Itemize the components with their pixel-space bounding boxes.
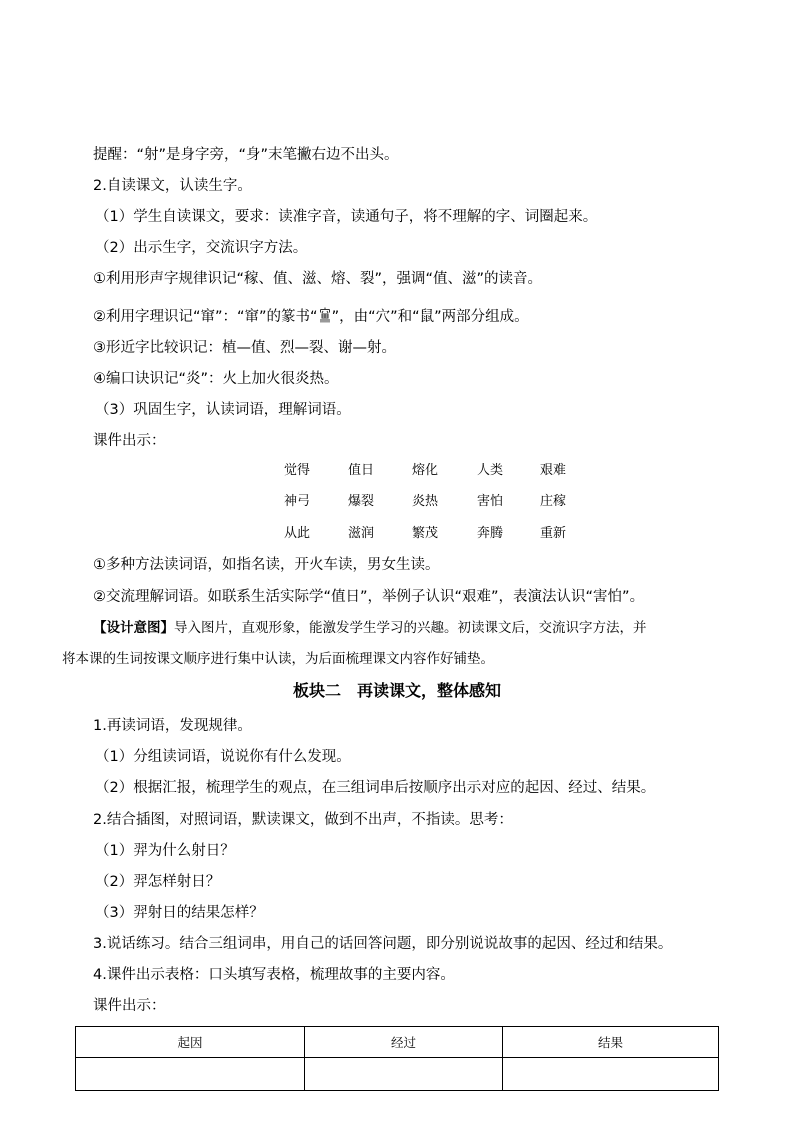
step-2-sub-1: （1）学生自读课文，要求：读准字音，读通句子，将不理解的字、词圈起来。: [95, 209, 598, 225]
seal-script-character-image: [319, 307, 331, 323]
step-2-sub-2: （2）出示生字，交流识字方法。: [95, 240, 308, 256]
section-2-point-3: 3.说话练习。结合三组词串，用自己的话回答问题，即分别说说故事的起因、经过和结果。: [93, 936, 673, 952]
table-cell-result[interactable]: [503, 1058, 719, 1091]
method-2-after: ”，由“穴”和“鼠”两部分组成。: [331, 309, 529, 325]
method-4: ④编口诀识记“炎”：火上加火很炎热。: [93, 371, 339, 387]
vocabulary-word: 繁茂: [412, 526, 439, 541]
question-1: （1）羿为什么射日？: [95, 843, 235, 859]
section-2-point-1: 1.再读词语，发现规律。: [93, 718, 252, 734]
method-1: ①利用形声字规律识记“稼、值、滋、熔、裂”，强调“值、滋”的读音。: [93, 271, 543, 287]
section-2-point-1b: （2）根据汇报，梳理学生的观点，在三组词串后按顺序出示对应的起因、经过、结果。: [95, 780, 656, 796]
reading-method-1: ①多种方法读词语，如指名读，开火车读，男女生读。: [93, 557, 440, 573]
vocabulary-word: 觉得: [284, 463, 311, 478]
vocabulary-word: 重新: [540, 526, 567, 541]
vocabulary-word: 艰难: [540, 463, 567, 478]
table-header-result: 结果: [503, 1027, 719, 1058]
vocabulary-word: 值日: [348, 463, 375, 478]
vocabulary-word: 害怕: [477, 494, 504, 509]
vocabulary-word: 熔化: [412, 463, 439, 478]
table-header-cause: 起因: [76, 1027, 305, 1058]
story-summary-table: [75, 1026, 719, 1091]
vocabulary-word: 滋润: [348, 526, 375, 541]
section-2-heading: 板块二 再读课文，整体感知: [292, 681, 501, 700]
vocabulary-word: 人类: [477, 463, 504, 478]
vocabulary-word: 爆裂: [348, 494, 375, 509]
courseware-label-1: 课件出示：: [93, 433, 166, 449]
step-2-title: 2.自读课文，认读生字。: [93, 178, 252, 194]
section-2-point-1a: （1）分组读词语，说说你有什么发现。: [95, 749, 351, 765]
method-2-before: ②利用字理识记“窜”：“窜”的篆书“: [93, 309, 318, 325]
vocabulary-word: 奔腾: [477, 526, 504, 541]
section-2-point-4: 4.课件出示表格：口头填写表格，梳理故事的主要内容。: [93, 967, 455, 983]
question-2: （2）羿怎样射日？: [95, 874, 221, 890]
design-intent-line-1: [93, 618, 753, 638]
table-header-row: [76, 1027, 719, 1058]
question-3: （3）羿射日的结果怎样？: [95, 905, 264, 921]
vocabulary-word: 庄稼: [540, 494, 567, 509]
design-intent-tag: 【设计意图】: [93, 620, 174, 636]
reading-method-2: ②交流理解词语。如联系生活实际学“值日”，举例子认识“艰难”，表演法认识“害怕”。: [93, 589, 645, 605]
vocabulary-word: 炎热: [412, 494, 439, 509]
vocabulary-word: 神弓: [284, 494, 311, 509]
step-2-sub-3: （3）巩固生字，认读词语，理解词语。: [95, 402, 351, 418]
design-intent-text-1: 导入图片，直观形象，能激发学生学习的兴趣。初读课文后，交流识字方法，并: [174, 620, 647, 636]
section-2-point-2: 2.结合插图，对照词语，默读课文，做到不出声，不指读。思考：: [93, 812, 513, 828]
table-header-process: 经过: [305, 1027, 503, 1058]
courseware-label-2: 课件出示：: [93, 998, 166, 1014]
method-2: [93, 307, 529, 327]
table-row: [76, 1058, 719, 1091]
vocabulary-word: 从此: [284, 526, 311, 541]
reminder-text: 提醒：“射”是身字旁，“身”末笔撇右边不出头。: [93, 147, 399, 163]
method-3: ③形近字比较识记：植—值、烈—裂、谢—射。: [93, 340, 396, 356]
table-cell-process[interactable]: [305, 1058, 503, 1091]
table-cell-cause[interactable]: [76, 1058, 305, 1091]
design-intent-line-2: 将本课的生词按课文顺序进行集中认读，为后面梳理课文内容作好铺垫。: [62, 651, 494, 667]
